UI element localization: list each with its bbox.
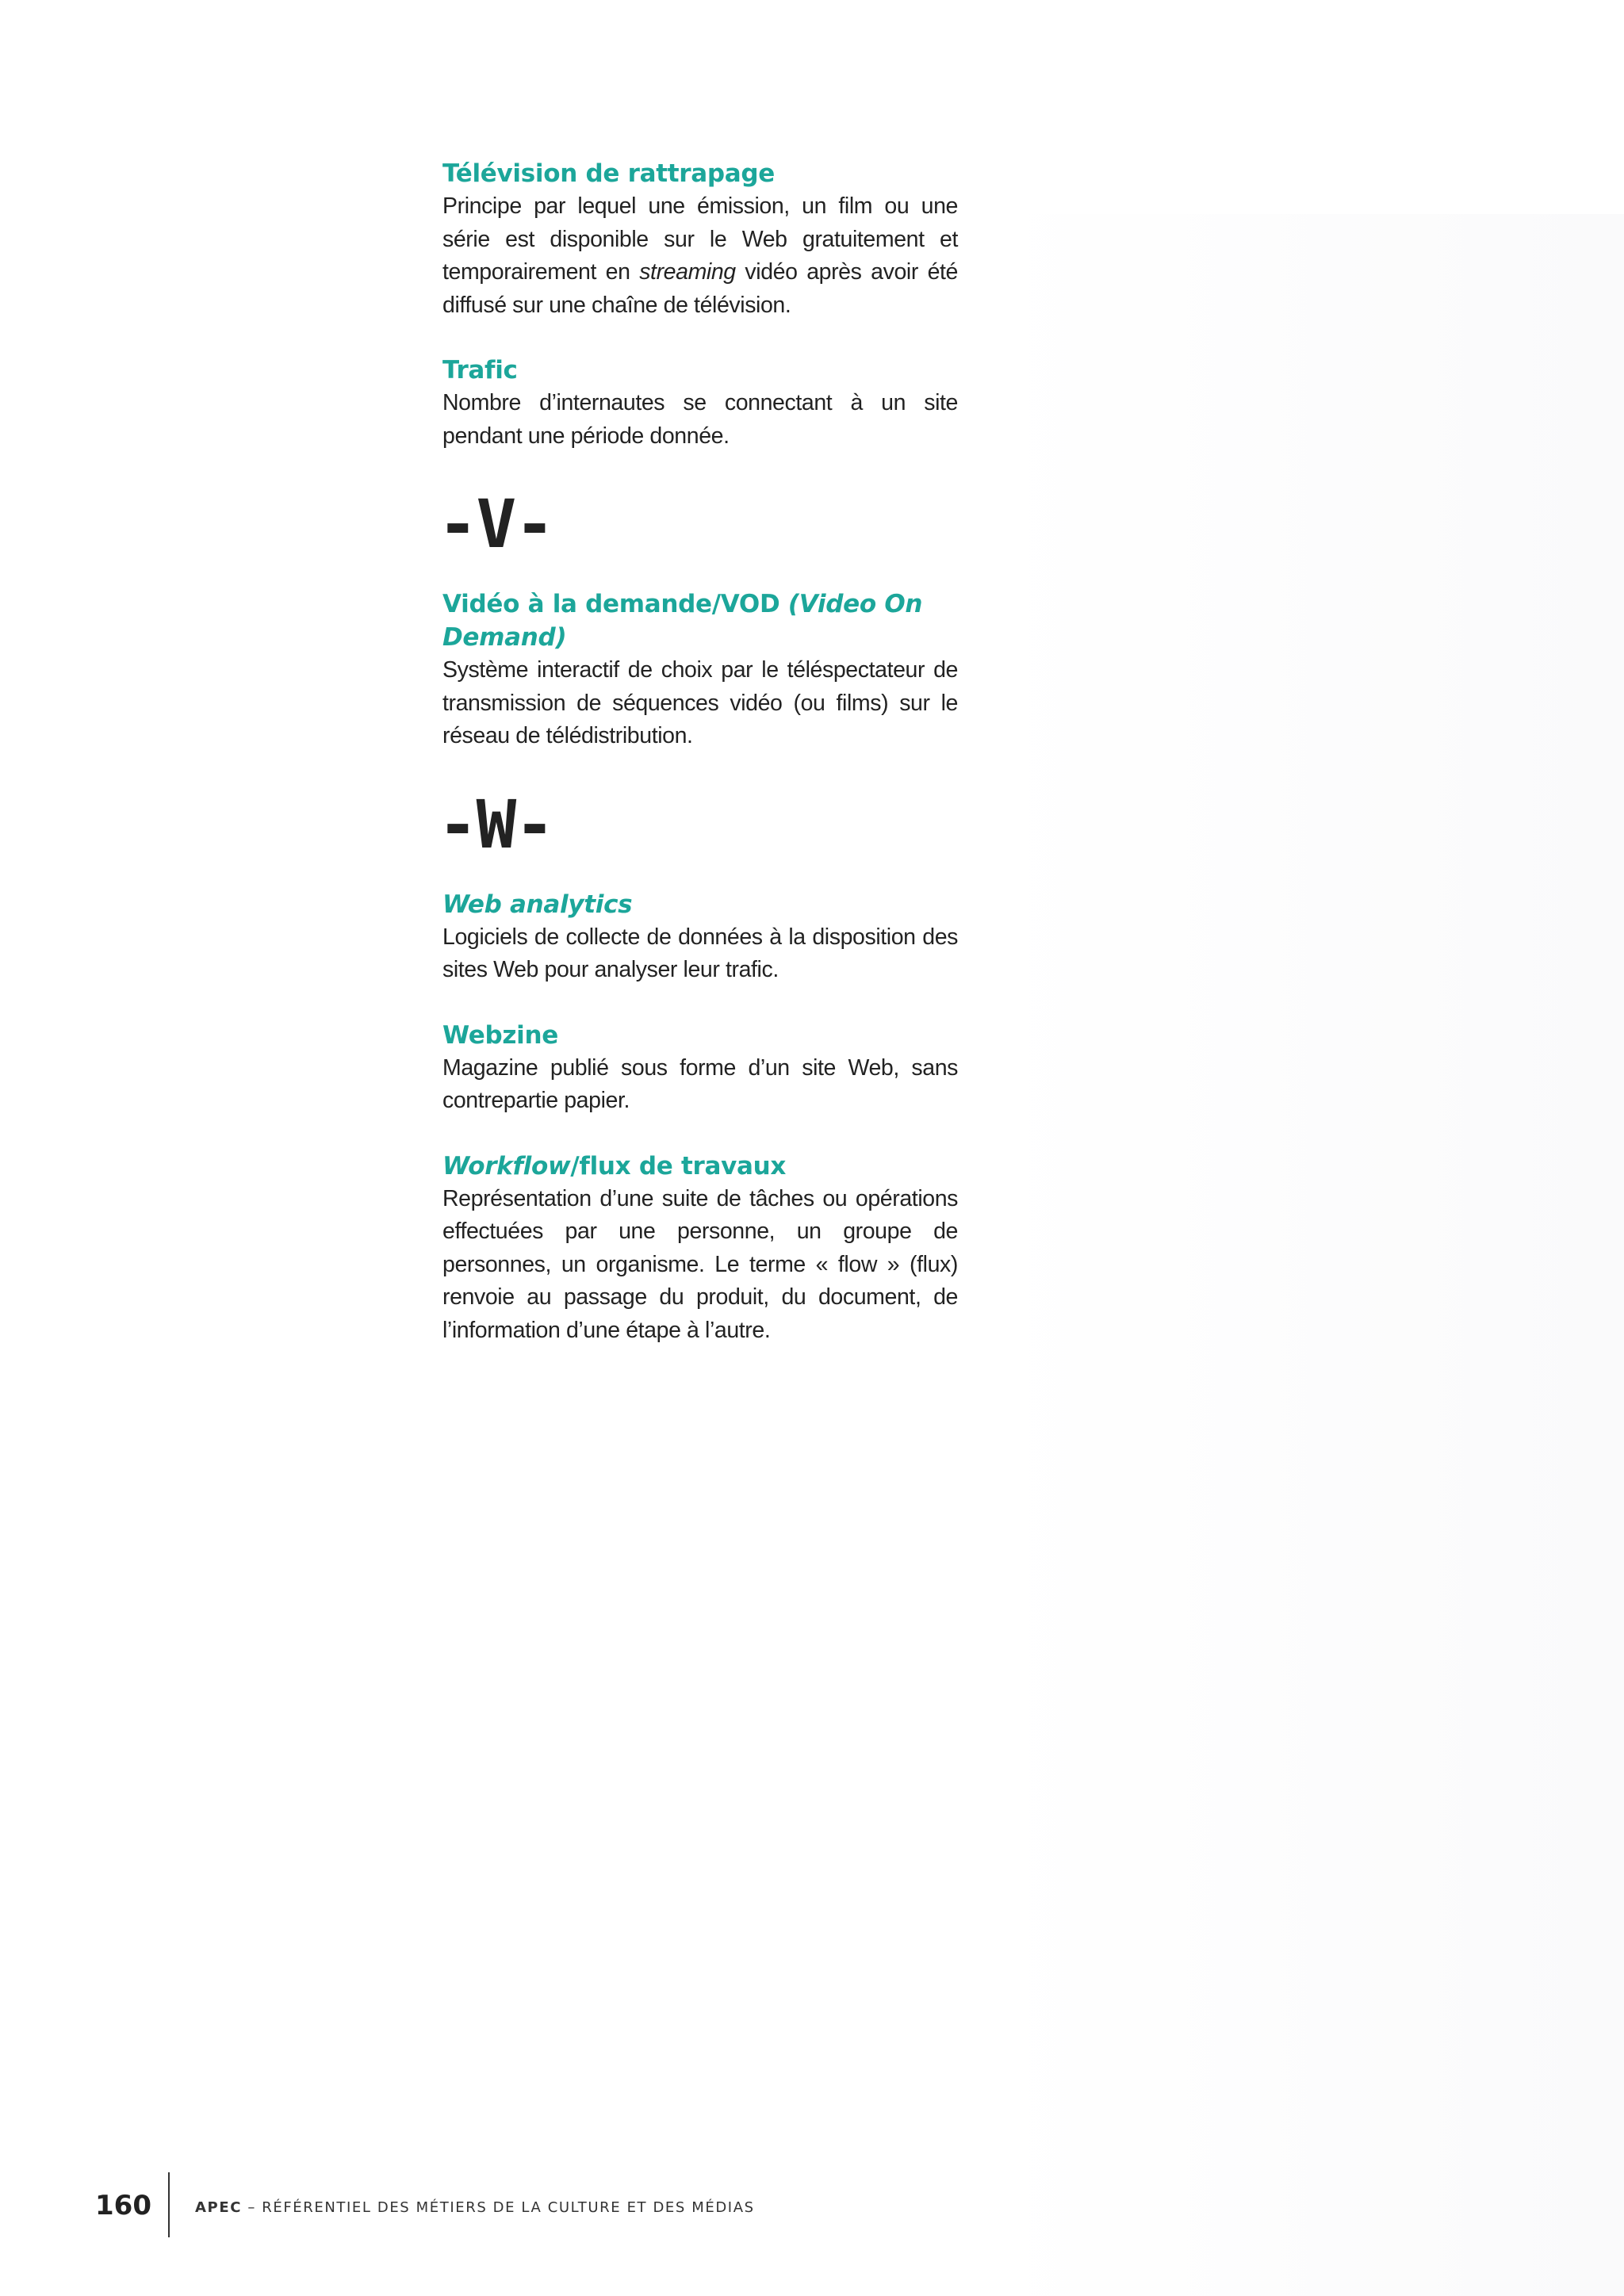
section-letter-v: -V- [438,485,553,563]
entry-term [442,587,958,654]
definition-text: Principe par lequel une émission, un film ou une série est disponible sur le Web gratuitement et temporairement en [442,193,958,285]
definition-italic-text: streaming [639,259,736,285]
footer-brand: APEC [195,2199,243,2216]
glossary-entry-workflow [442,1150,958,1348]
entry-definition: Magazine publié sous forme d’un site Web, sans contrepartie papier. [442,1054,958,1113]
glossary-entry-television-de-rattrapage [442,157,958,322]
section-letter-w: -W- [438,785,553,863]
entry-term [442,1150,958,1183]
entry-term: Télévision de rattrapage [442,159,775,188]
page-footer [0,2172,1624,2244]
entry-definition: Nombre d’internautes se connectant à un site pendant une période donnée. [442,390,958,449]
entry-term [442,888,958,921]
glossary-entry-webzine [442,1019,958,1118]
entry-definition [442,190,958,322]
page-shade [995,214,1624,2296]
term-italic-text: Web analytics [442,890,633,919]
entry-definition: Logiciels de collecte de données à la disposition des sites Web pour analyser leur trafic. [442,924,958,982]
page-number: 160 [95,2190,151,2221]
entry-definition: Représentation d’une suite de tâches ou opérations effectuées par une personne, un groupe de personnes, un organisme. Le terme « flow » (flux) renvoie au passage du produit, du document, de l’information d’une étape à l’autre. [442,1185,958,1343]
term-italic-text: Workflow [442,1151,571,1181]
running-footer [195,2199,755,2216]
entry-term: Trafic [442,356,518,385]
entry-term: Webzine [442,1020,558,1050]
glossary-entry-trafic [442,354,958,453]
footer-divider [168,2172,170,2237]
footer-title: – RÉFÉRENTIEL DES MÉTIERS DE LA CULTURE ET DES MÉDIAS [242,2199,755,2216]
glossary-entry-web-analytics [442,888,958,987]
glossary-entry-video-a-la-demande [442,587,958,753]
definition-text: vidéo après avoir été diffusé sur une chaîne de télévision. [442,259,958,318]
term-text: /flux de travaux [570,1151,787,1181]
term-text: Vidéo à la demande/VOD [442,590,788,618]
glossary-column [438,157,958,1379]
entry-definition: Système interactif de choix par le téléspectateur de transmission de séquences vidéo (ou films) sur le réseau de télédistribution. [442,657,958,748]
term-italic-text: (Video On Demand) [442,590,923,652]
